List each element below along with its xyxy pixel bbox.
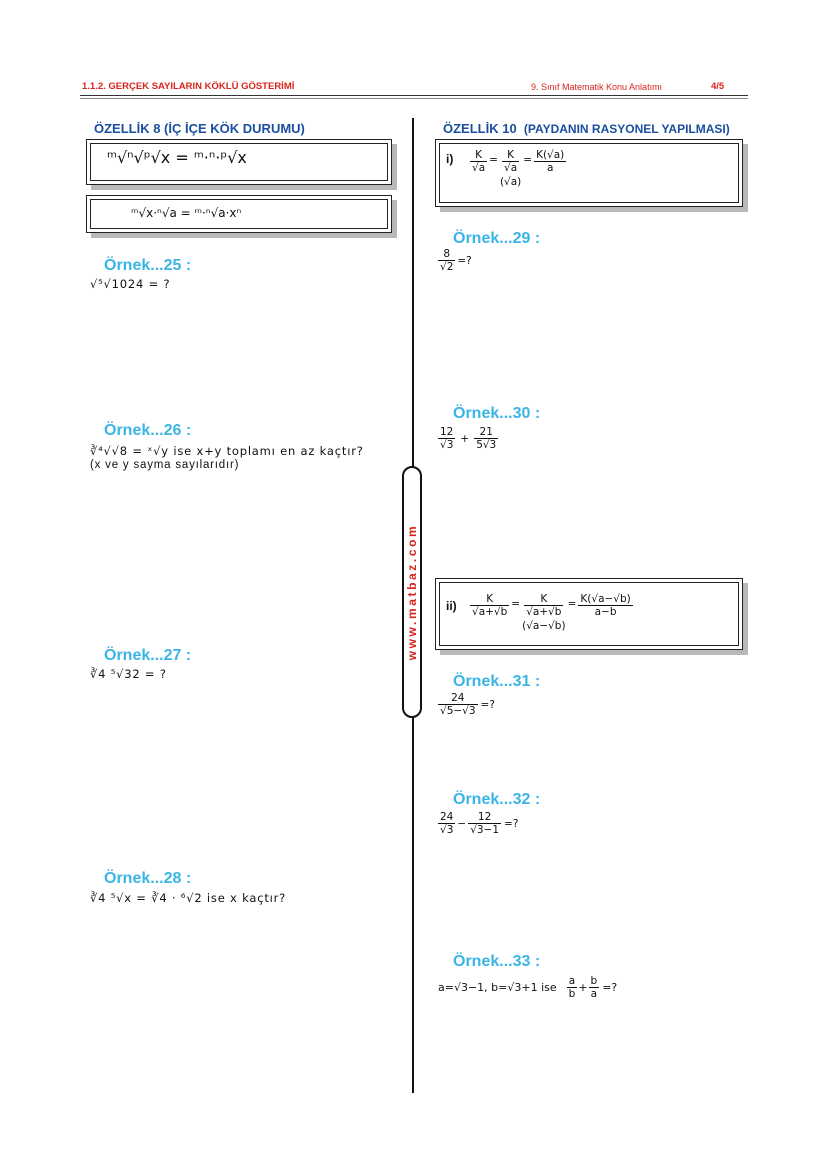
example-33-question [438,975,617,1000]
equals-sign: = [511,598,521,610]
example-32-title: Örnek...32 : [453,791,541,808]
example-33-tail: =? [602,981,618,994]
property-8-formula: ᵐ√ⁿ√ᵖ√x = ᵐ·ⁿ·ᵖ√x [107,148,247,167]
example-32-fraction-2: $\frac{12}{√3-1}$ [470,811,500,836]
property-8-heading: ÖZELLİK 8 (İÇ İÇE KÖK DURUMU) [94,121,305,136]
rule-2-fraction-c: $\frac{K(√a-√b)}{a-b}$ [580,593,631,618]
example-31-fraction: $\frac{24}{√5-√3}$ [440,692,476,717]
example-30-fraction-2: $\frac{21}{5√3}$ [476,426,497,451]
rule-2-multiplier: (√a−√b) [522,620,566,632]
property-8-formula-box [86,139,392,185]
example-31-tail: =? [480,698,495,711]
watermark-badge [402,466,422,718]
example-32-fraction-1: $\frac{24}{√3}$ [440,811,454,836]
rule-2-label: ii) [446,599,457,613]
example-33-given: a=√3−1, b=√3+1 ise [438,981,557,994]
header-page-number: 4/5 [711,81,725,92]
example-33-fraction-1: $\frac{a}{b}$ [568,975,576,1000]
example-28-title: Örnek...28 : [104,870,192,887]
example-26-note: (x ve y sayma sayılarıdır) [90,459,240,471]
example-30-fraction-1: $\frac{12}{√3}$ [440,426,454,451]
property-10-subtitle: (PAYDANIN RASYONEL YAPILMASI) [523,122,730,136]
rule-1-fraction-c: $\frac{K(√a)}{a}$ [536,149,565,174]
example-33-operator: + [578,981,588,994]
rationalize-rule-1-box [435,139,743,207]
rule-2-formula [470,593,633,632]
header-course-title: 9. Sınıf Matematik Konu Anlatımı [531,82,663,92]
example-31-question [438,692,495,717]
watermark-text: www.matbaz.com [405,523,419,661]
equals-sign: = [523,154,533,166]
example-32-operator: − [457,817,467,830]
property-10-title: ÖZELLİK 10 [443,121,517,136]
example-29-fraction: $\frac{8}{√2}$ [440,248,454,273]
example-30-question [438,426,498,451]
rule-1-label: i) [446,152,454,166]
example-32-question [438,811,518,836]
example-32-tail: =? [504,817,519,830]
example-30-title: Örnek...30 : [453,405,541,422]
header-section-title: 1.1.2. GERÇEK SAYILARIN KÖKLÜ GÖSTERİMİ [82,81,295,92]
header-rule-secondary [80,98,748,99]
example-29-tail: =? [457,254,472,267]
property-10-heading [443,121,730,136]
property-8-formula-box-2 [86,195,392,233]
example-26-question: ∛⁴√√8 = ˣ√y ise x+y toplamı en az kaçtır? [90,444,364,458]
rule-2-fraction-a: $\frac{K}{√a+√b}$ [472,593,508,618]
example-30-operator: + [460,432,470,445]
equals-sign: = [567,598,577,610]
rule-1-fraction-a: $\frac{K}{√a}$ [472,149,486,174]
property-8-formula-2: ᵐ√x·ⁿ√a = ᵐ·ⁿ√a·xⁿ [131,206,242,220]
example-27-title: Örnek...27 : [104,647,192,664]
rule-1-fraction-b: $\frac{K}{√a}$ [504,149,518,174]
header-rule [80,95,748,96]
rule-1-multiplier: (√a) [499,176,522,188]
rule-2-fraction-b-group [522,593,565,632]
equals-sign: = [489,154,498,166]
rule-1-formula [470,149,566,188]
example-29-question [438,248,472,273]
rationalize-rule-2-box [435,578,743,650]
rule-1-fraction-b-group [500,149,521,188]
example-33-fraction-2: $\frac{b}{a}$ [590,975,598,1000]
example-29-title: Örnek...29 : [453,230,541,247]
example-28-question: ∛4 ⁵√x = ∛4 · ⁶√2 ise x kaçtır? [90,891,287,905]
example-33-title: Örnek...33 : [453,953,541,970]
example-26-title: Örnek...26 : [104,422,192,439]
example-25-question: √⁵√1024 = ? [90,277,171,291]
example-25-title: Örnek...25 : [104,257,192,274]
rule-2-fraction-b: $\frac{K}{√a+√b}$ [526,593,562,618]
example-31-title: Örnek...31 : [453,673,541,690]
example-27-question: ∛4 ⁵√32 = ? [90,667,167,681]
